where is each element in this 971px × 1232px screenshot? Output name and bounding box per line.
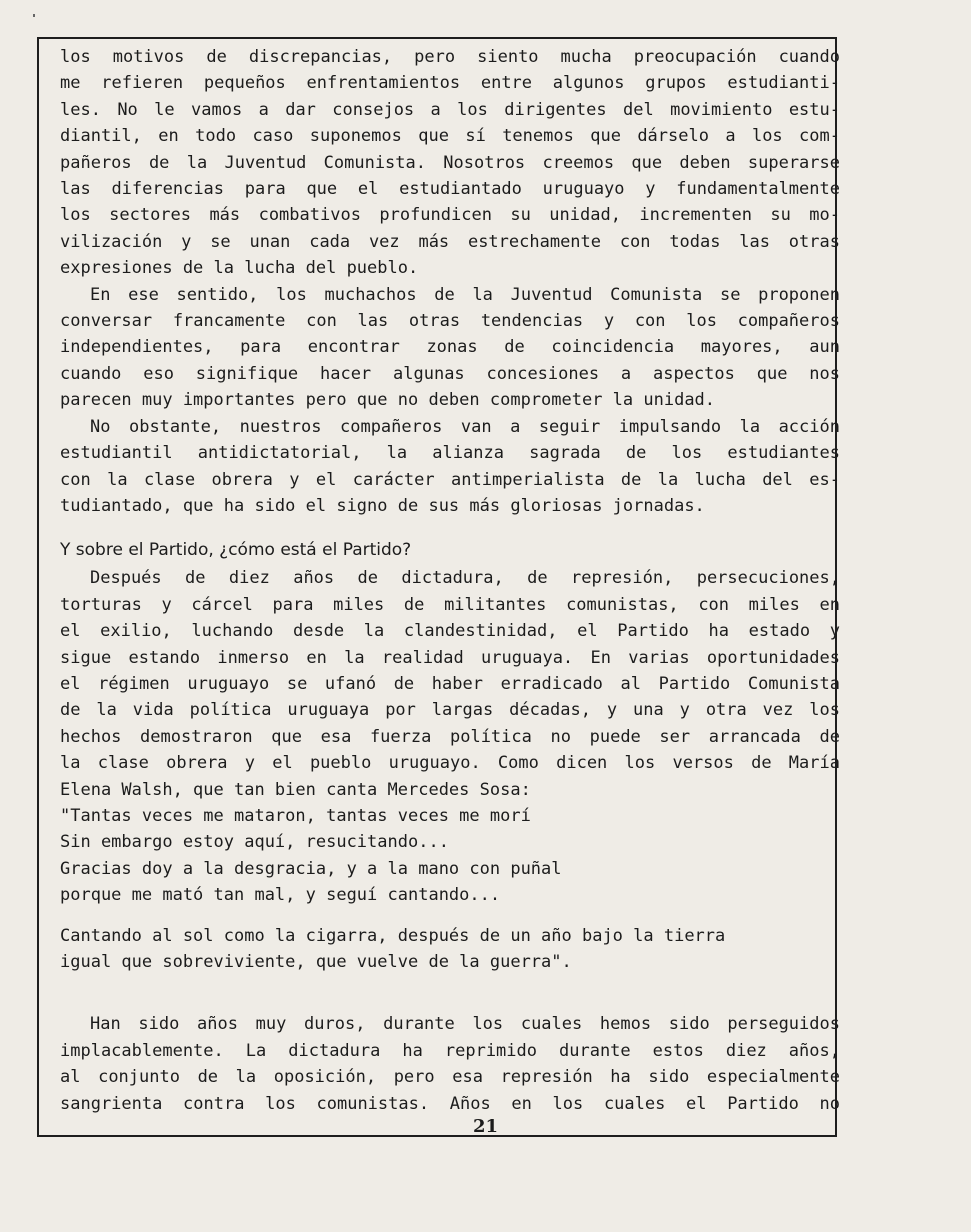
text-line: diantil, en todo caso suponemos que sí tenemos que dárselo a los com- <box>60 126 840 147</box>
verse-line: porque me mató tan mal, y seguí cantando... <box>60 885 501 906</box>
verse-quote-1 <box>60 803 840 909</box>
paragraph-2 <box>60 282 840 414</box>
text-line: me refieren pequeños enfrentamientos entre algunos grupos estudianti- <box>60 73 840 94</box>
text-line: tudiantado, que ha sido el signo de sus más gloriosas jornadas. <box>60 495 705 516</box>
text-line: los sectores más combativos profundicen su unidad, incrementen su mo- <box>60 205 840 226</box>
text-line: pañeros de la Juventud Comunista. Nosotros creemos que deben superarse <box>60 152 840 173</box>
paragraph-5 <box>60 1011 840 1117</box>
verse-line: Gracias doy a la desgracia, y a la mano con puñal <box>60 858 562 879</box>
text-line: No obstante, nuestros compañeros van a seguir impulsando la acción <box>90 416 840 437</box>
scan-speck <box>33 14 35 17</box>
section-heading: Y sobre el Partido, ¿cómo está el Partido? <box>60 540 412 561</box>
text-line: expresiones de la lucha del pueblo. <box>60 258 419 279</box>
paragraph-1 <box>60 44 840 282</box>
text-line: de la vida política uruguaya por largas décadas, y una y otra vez los <box>60 700 840 721</box>
text-line: cuando eso signifique hacer algunas concesiones a aspectos que nos <box>60 363 840 384</box>
text-line: con la clase obrera y el carácter antimperialista de la lucha del es- <box>60 469 840 490</box>
text-line: Después de diez años de dictadura, de represión, persecuciones, <box>90 568 840 589</box>
text-line: sigue estando inmerso en la realidad uruguaya. En varias oportunidades <box>60 647 840 668</box>
text-line: torturas y cárcel para miles de militantes comunistas, con miles en <box>60 594 840 615</box>
page-text <box>60 44 840 1117</box>
text-line: les. No le vamos a dar consejos a los dirigentes del movimiento estu- <box>60 99 840 120</box>
text-line: implacablemente. La dictadura ha reprimido durante estos diez años, <box>60 1040 840 1061</box>
paragraph-4 <box>60 565 840 803</box>
text-line: el exilio, luchando desde la clandestinidad, el Partido ha estado y <box>60 621 840 642</box>
verse-line: Cantando al sol como la cigarra, después de un año bajo la tierra <box>60 925 726 946</box>
text-line: los motivos de discrepancias, pero siento mucha preocupación cuando <box>60 47 840 67</box>
verse-line: "Tantas veces me mataron, tantas veces me morí <box>60 805 531 826</box>
paragraph-3 <box>60 414 840 520</box>
verse-line: Sin embargo estoy aquí, resucitando... <box>60 832 449 853</box>
text-line: vilización y se unan cada vez más estrechamente con todas las otras <box>60 231 840 252</box>
text-line: estudiantil antidictatorial, la alianza sagrada de los estudiantes <box>60 443 840 464</box>
verse-quote-2 <box>60 923 840 976</box>
text-line: independientes, para encontrar zonas de coincidencia mayores, aun <box>60 337 840 358</box>
text-line: sangrienta contra los comunistas. Años en los cuales el Partido no <box>60 1093 840 1114</box>
text-line: el régimen uruguayo se ufanó de haber erradicado al Partido Comunista <box>60 673 840 694</box>
text-line: Han sido años muy duros, durante los cuales hemos sido perseguidos <box>90 1014 840 1035</box>
text-line: las diferencias para que el estudiantado uruguayo y fundamentalmente <box>60 179 840 200</box>
page-number: 21 <box>472 1116 499 1137</box>
text-line: al conjunto de la oposición, pero esa represión ha sido especialmente <box>60 1067 840 1088</box>
text-line: hechos demostraron que esa fuerza política no puede ser arrancada de <box>60 726 840 747</box>
text-line: parecen muy importantes pero que no deben comprometer la unidad. <box>60 390 716 411</box>
text-line: En ese sentido, los muchachos de la Juventud Comunista se proponen <box>90 284 840 305</box>
text-line: la clase obrera y el pueblo uruguayo. Como dicen los versos de María <box>60 753 840 774</box>
text-line: conversar francamente con las otras tendencias y con los compañeros <box>60 311 840 332</box>
verse-line: igual que sobreviviente, que vuelve de la guerra". <box>60 952 572 972</box>
text-line: Elena Walsh, que tan bien canta Mercedes Sosa: <box>60 779 531 800</box>
